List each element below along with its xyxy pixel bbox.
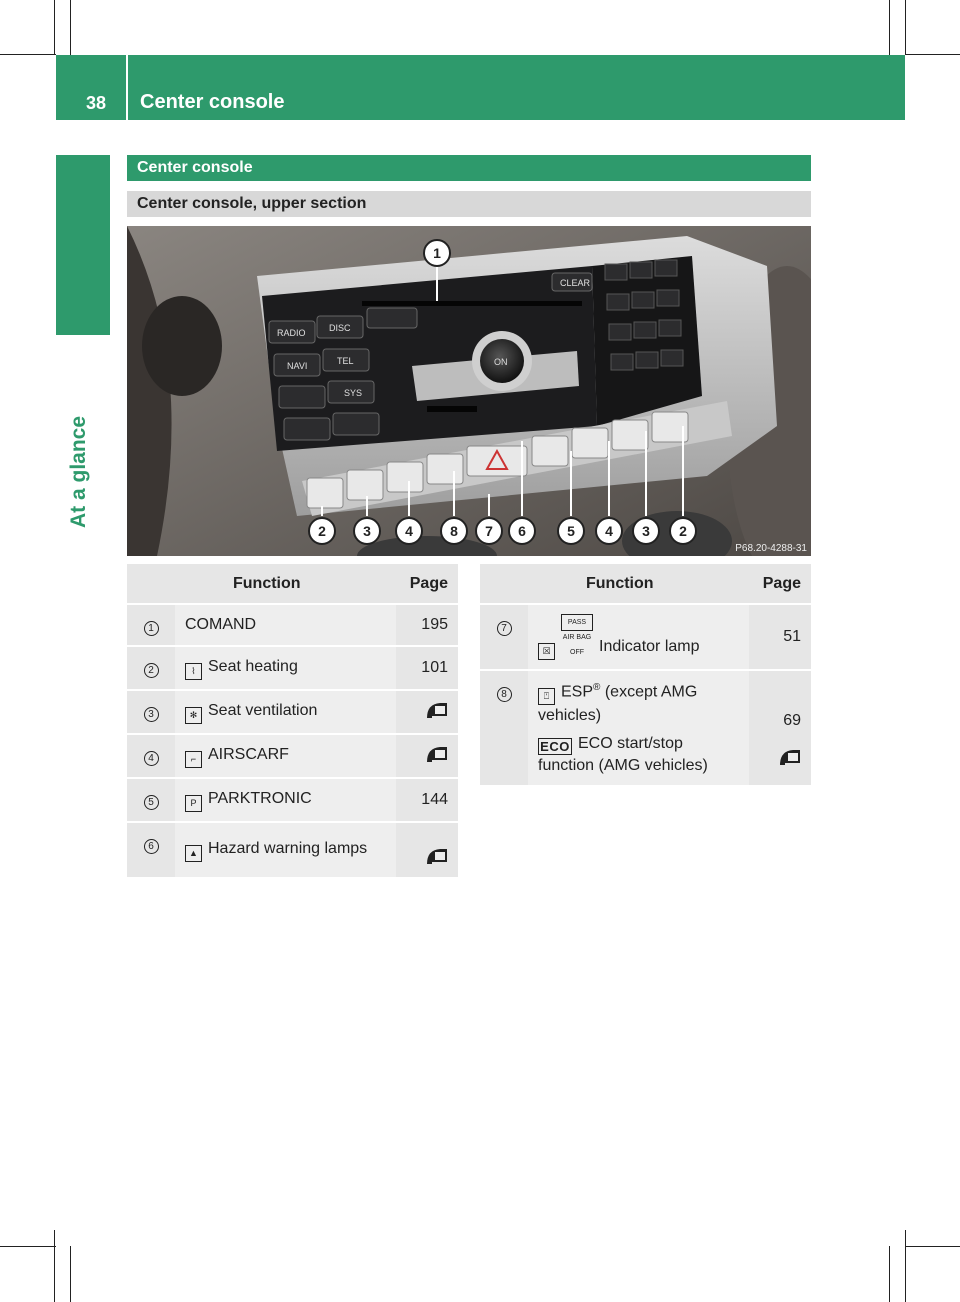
- table-row: [127, 690, 458, 734]
- crop-mark: [0, 54, 56, 55]
- function-text: Seat ventilation: [208, 702, 318, 719]
- item-number: 2: [144, 663, 159, 678]
- callout-7: 7: [485, 523, 493, 539]
- esp-off-icon: ⍞: [538, 688, 555, 705]
- page-header: [56, 55, 905, 120]
- manual-reference-icon: [426, 702, 448, 719]
- crop-mark: [905, 1230, 906, 1302]
- callout-4: 4: [405, 523, 413, 539]
- item-number: 7: [497, 621, 512, 636]
- subsection-heading: [127, 191, 811, 217]
- disc-label: DISC: [329, 323, 351, 333]
- image-code: P68.20-4288-31: [735, 543, 807, 554]
- table-row: [127, 604, 458, 646]
- passenger-airbag-icon: ☒: [538, 643, 555, 660]
- airscarf-icon: ⌐: [185, 751, 202, 768]
- function-text: AIRSCARF: [208, 746, 289, 763]
- callout-3: 3: [642, 523, 650, 539]
- manual-reference-icon: [779, 749, 801, 766]
- crop-mark: [905, 0, 906, 55]
- page-ref: 101: [421, 659, 448, 676]
- function-text: COMAND: [185, 616, 257, 633]
- item-number: 6: [144, 839, 159, 854]
- clear-label: CLEAR: [560, 278, 591, 288]
- table-row: [127, 646, 458, 690]
- manual-reference-icon: [426, 746, 448, 763]
- side-tab-label-wrap: [58, 335, 90, 528]
- col-function-header: Function: [175, 564, 396, 604]
- col-function-header: Function: [528, 564, 749, 604]
- page-ref: 195: [421, 616, 448, 633]
- item-number: 8: [497, 687, 512, 702]
- crop-mark: [889, 1246, 890, 1302]
- col-num-header: [127, 564, 175, 604]
- crop-mark: [905, 1246, 960, 1247]
- crop-mark: [889, 0, 890, 55]
- page-number: 38: [86, 93, 107, 113]
- hazard-warning-icon: ▲: [185, 845, 202, 862]
- function-text: Indicator lamp: [599, 638, 700, 655]
- crop-mark: [70, 0, 71, 55]
- parktronic-icon: P: [185, 795, 202, 812]
- item-number: 5: [144, 795, 159, 810]
- item-number: 3: [144, 707, 159, 722]
- console-illustration: [127, 226, 811, 556]
- seat-heating-icon: ⌇: [185, 663, 202, 680]
- table-row: [480, 604, 811, 670]
- side-tab-label: At a glance: [67, 415, 90, 528]
- page-ref: 51: [783, 628, 801, 645]
- callout-1: 1: [433, 245, 441, 261]
- item-number: 4: [144, 751, 159, 766]
- page-ref: 69: [783, 712, 801, 729]
- sys-label: SYS: [344, 388, 363, 398]
- item-number: 1: [144, 621, 159, 636]
- seat-ventilation-icon: ✻: [185, 707, 202, 724]
- page-ref: 144: [421, 791, 448, 808]
- function-text: Seat heating: [208, 658, 298, 675]
- subsection-title: Center console, upper section: [137, 195, 367, 212]
- center-console-photo: [127, 226, 811, 556]
- manual-reference-icon: [426, 848, 448, 865]
- table-row: [127, 778, 458, 822]
- radio-label: RADIO: [277, 328, 306, 338]
- function-table-left: [127, 564, 458, 879]
- crop-mark: [54, 0, 55, 55]
- table-row: [127, 822, 458, 878]
- function-table-right: [480, 564, 811, 787]
- callout-2: 2: [679, 523, 687, 539]
- col-num-header: [480, 564, 528, 604]
- callout-4: 4: [605, 523, 613, 539]
- table-row: [127, 734, 458, 778]
- callout-8: 8: [450, 523, 458, 539]
- crop-mark: [0, 1246, 56, 1247]
- tel-label: TEL: [337, 356, 354, 366]
- crop-mark: [54, 1230, 55, 1302]
- callout-2: 2: [318, 523, 326, 539]
- eco-line: ECO ECO start/stop function (AMG vehicles): [538, 735, 708, 775]
- function-text: Hazard warning lamps: [208, 840, 368, 857]
- header-divider: [126, 55, 128, 120]
- side-tab: [56, 155, 110, 335]
- eco-icon: ECO: [538, 738, 572, 755]
- col-page-header: Page: [396, 564, 458, 604]
- callout-5: 5: [567, 523, 575, 539]
- header-title: Center console: [140, 91, 285, 113]
- function-text: PARKTRONIC: [208, 790, 312, 807]
- callout-6: 6: [518, 523, 526, 539]
- pass-airbag-off-icon: PASS AIR BAG OFF: [561, 614, 593, 631]
- callout-3: 3: [363, 523, 371, 539]
- col-page-header: Page: [749, 564, 811, 604]
- table-row: [480, 670, 811, 786]
- section-heading: [127, 155, 811, 181]
- crop-mark: [70, 1246, 71, 1302]
- on-label: ON: [494, 357, 508, 367]
- navi-label: NAVI: [287, 361, 308, 371]
- section-title: Center console: [137, 159, 253, 176]
- esp-line: ⍞ ESP® (except AMG vehicles): [538, 682, 698, 725]
- crop-mark: [905, 54, 960, 55]
